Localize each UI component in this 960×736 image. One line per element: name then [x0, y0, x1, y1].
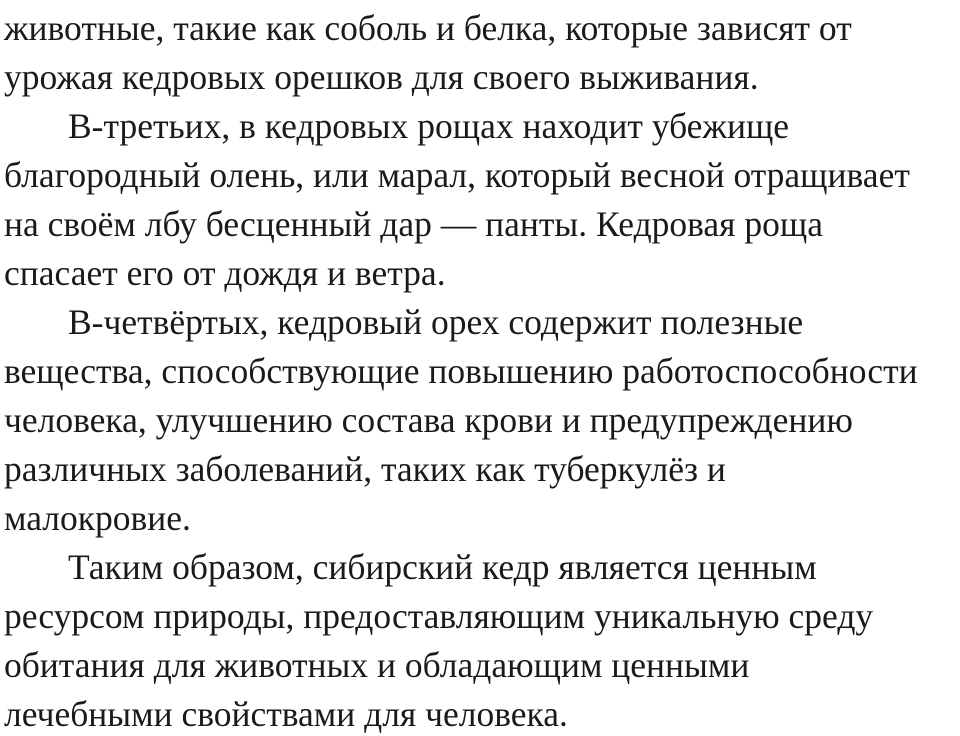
- text-line: человека, улучшению состава крови и предупреждению: [4, 400, 853, 440]
- paragraph-first-line: В-четвёртых, кедровый орех содержит полезные: [68, 302, 804, 342]
- text-line: благородный олень, или марал, который весной отращивает: [4, 155, 910, 195]
- text-line: на своём лбу бесценный дар — панты. Кедровая роща: [4, 204, 823, 244]
- text-line: малокровие.: [4, 498, 191, 538]
- text-line: вещества, способствующие повышению работоспособности: [4, 351, 918, 391]
- text-line: животные, такие как соболь и белка, которые зависят от: [4, 8, 852, 48]
- text-line: спасает его от дождя и ветра.: [4, 253, 446, 293]
- text-line: лечебными свойствами для человека.: [4, 694, 568, 734]
- text-line: ресурсом природы, предоставляющим уникальную среду: [4, 596, 874, 636]
- paragraph-first-line: Таким образом, сибирский кедр является ценным: [68, 547, 817, 587]
- text-line: урожая кедровых орешков для своего выживания.: [4, 57, 759, 97]
- paragraph-first-line: В-третьих, в кедровых рощах находит убежище: [68, 106, 790, 146]
- text-line: обитания для животных и обладающим ценными: [4, 645, 750, 685]
- text-line: различных заболеваний, таких как туберкулёз и: [4, 449, 726, 489]
